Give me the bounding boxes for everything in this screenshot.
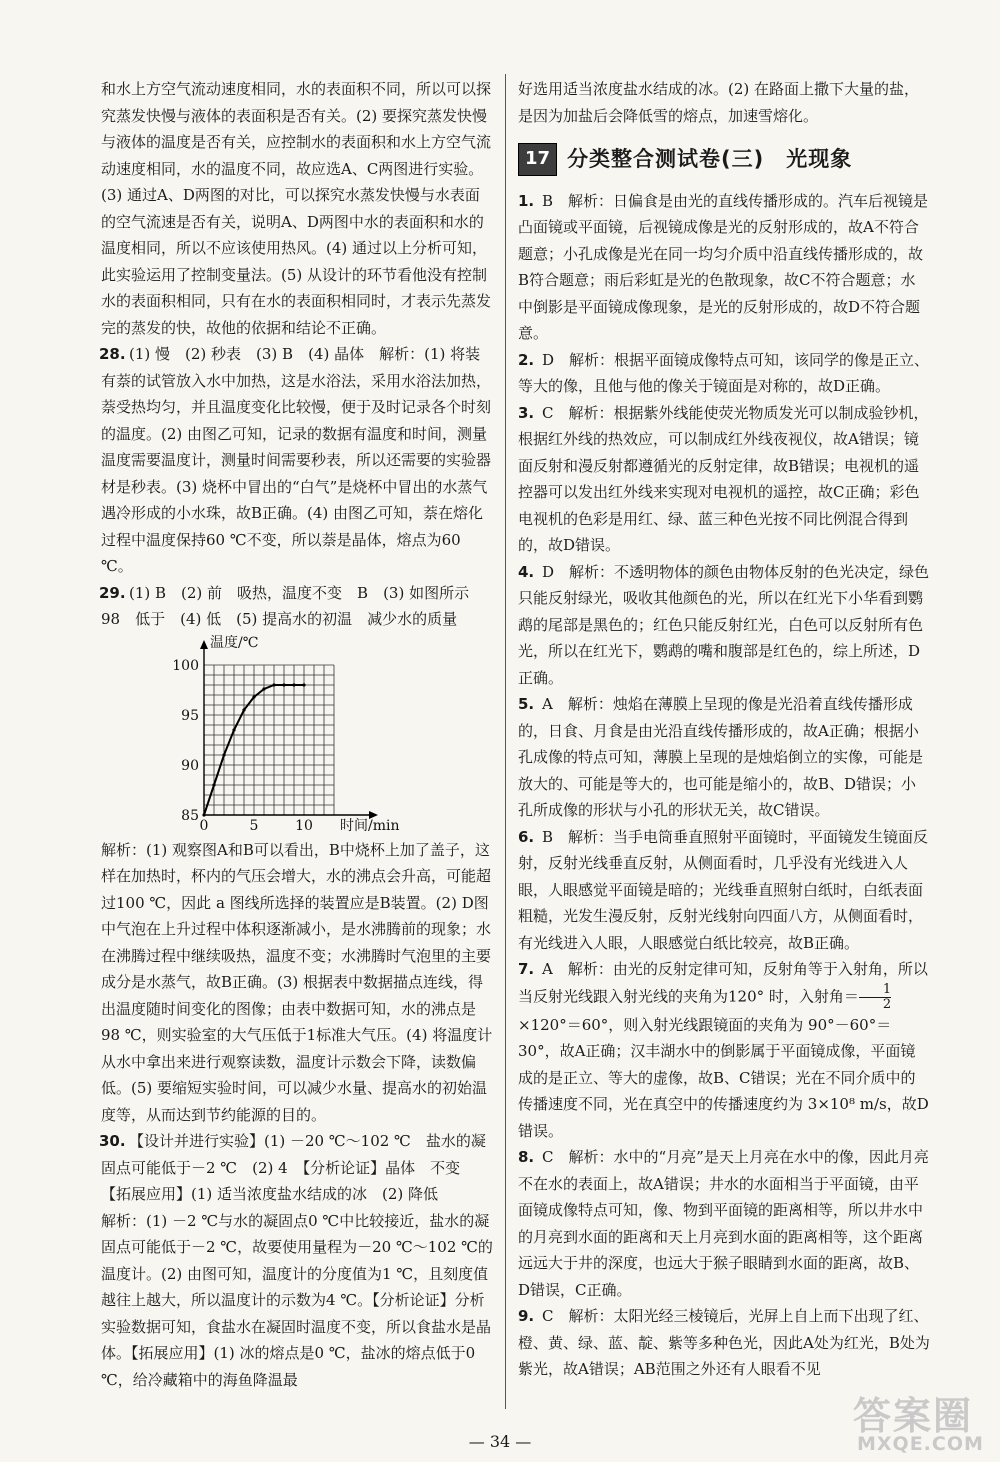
x-tick-label: 0 [199,817,209,834]
section-number-badge: 17 [518,143,557,176]
answer-item-1 [518,188,930,347]
answer-item-4 [518,559,930,692]
chart-svg [101,635,493,835]
y-tick-label: 100 [172,657,199,674]
data-point [262,687,265,690]
right-intro-paragraph: 好选用适当浓度盐水结成的冰。(2) 在路面上撒下大量的盐，是因为加盐后会降低雪的熔点，加速雪熔化。 [518,80,920,125]
fraction-denominator: 2 [859,997,891,1012]
item-text: B 解析：当手电筒垂直照射平面镜时，平面镜发生镜面反射，反射光线垂直反射，从侧面看时，几乎没有光线进入人眼，人眼感觉平面镜是暗的；光线垂直照射白纸时，白纸表面粗糙，光发生漫反射，反射光线射向四面八方，从侧面看时，有光线进入人眼，人眼感觉白纸比较亮，故B正确。 [518,827,929,952]
column-separator [505,74,506,1409]
y-tick-label: 90 [181,757,199,774]
data-point [302,683,305,686]
answer-item-9 [518,1303,930,1383]
data-point [272,683,275,686]
right-column [518,76,930,1383]
q29-analysis-paragraph: 解析：(1) 观察图A和B可以看出，B中烧杯上加了盖子，这样在加热时，杯内的气压会增大，水的沸点会升高，可能超过100 ℃，因此 a 图线所选择的装置应是B装置。(2) D图中气泡在上升过程中体积逐渐减小，是水沸腾前的现象；水在沸腾过程中继续吸热，温度不变；水沸腾时气泡里的主要成分是水蒸气，故B正确。(3) 根据表中数据描点连线，得出温度随时间变化的图像；由表中数据可知，水的沸点是98 ℃，则实验室的大气压低于1标准大气压。(4) 将温度计从水中拿出来进行观察读数，温度计示数会下降，读数偏低。(5) 要缩短实验时间，可以减少水量、提高水的初始温度等，从而达到节约能源的目的。 [101,840,493,1124]
item-text-part-a: A 解析：由光的反射定律可知，反射角等于入射角，所以当反射光线跟入射光线的夹角为120° 时，入射角＝ [518,960,928,1005]
y-axis-arrow [200,640,208,649]
section-title: 分类整合测试卷(三) 光现象 [567,147,853,171]
item-number: 9. [518,1307,535,1325]
answer-item-29 [101,580,493,633]
item-text: 【设计并进行实验】(1) －20 ℃～102 ℃ 盐水的凝固点可能低于－2 ℃ (2) 4 【分析论证】晶体 不变 【拓展应用】(1) 适当浓度盐水结成的冰 (2) 降低 [101,1132,486,1203]
answer-item-6 [518,824,930,957]
data-point [202,813,205,816]
item-text: A 解析：烛焰在薄膜上呈现的像是光沿着直线传播形成的，日食、月食是由光沿直线传播形成的，故A正确；根据小孔成像的特点可知，薄膜上呈现的是烛焰倒立的实像，可能是放大的、可能是等大的，也可能是缩小的，故B、D错误；小孔所成像的形状与小孔的形状无关，故C错误。 [518,695,924,819]
data-point [212,783,215,786]
data-point [282,683,285,686]
item-text: D 解析：不透明物体的颜色由物体反射的色光决定，绿色只能反射绿光，吸收其他颜色的光，所以在红光下小华看到鹦鹉的尾部是黑色的；红色只能反射红光，白色可以反射所有色光，所以在红光下，鹦鹉的嘴和腹部是红色的，综上所述，D正确。 [518,562,930,687]
answer-item-2 [518,347,930,400]
item-number: 2. [518,350,535,369]
watermark-url: MXQE.COM [857,1433,984,1455]
fraction-numerator: 1 [882,981,892,997]
q30-analysis-paragraph: 解析：(1) －2 ℃与水的凝固点0 ℃中比较接近，盐水的凝固点可能低于－2 ℃，故要使用量程为－20 ℃～102 ℃的温度计。(2) 由图可知，温度计的分度值为1 ℃，且刻度值越往上越大，所以温度计的示数为4 ℃。【分析论证】分析实验数据可知，食盐水在凝固时温度不变，所以食盐水是晶体。【拓展应用】(1) 冰的熔点是0 ℃，盐冰的熔点低于0 ℃，给冷藏箱中的海鱼降温最 [101,1211,493,1389]
data-point [292,683,295,686]
data-point [232,728,235,731]
item-text: (1) 慢 (2) 秒表 (3) B (4) 晶体 解析：(1) 将装有萘的试管放入水中加热，这是水浴法，采用水浴法加热，萘受热均匀，并且温度变化比较慢，便于及时记录各个时刻的温度。(2) 由图乙可知，记录的数据有温度和时间，测量温度需要温度计，测量时间需要秒表，所以还需要的实验器材是秒表。(3) 烧杯中冒出的“白气”是烧杯中冒出的水蒸气遇冷形成的小水珠，故B正确。(4) 由图乙可知，萘在熔化过程中温度保持60 ℃不变，所以萘是晶体，熔点为60 ℃。 [101,345,492,575]
watermark-logo [845,1385,995,1460]
y-tick-label: 85 [181,807,199,824]
fraction-one-half [859,983,891,1012]
item-text: C 解析：根据紫外线能使荧光物质发光可以制成验钞机，根据红外线的热效应，可以制成红外线夜视仪，故A错误；镜面反射和漫反射都遵循光的反射定律，故B错误；电视机的遥控器可以发出红外线来实现对电视机的遥控，故C正确；彩色电视机的色彩是用红、绿、蓝三种色光按不同比例混合得到的，故D错误。 [518,403,929,554]
item-number: 7. [518,960,535,978]
page-number: — 34 — [468,1432,532,1451]
item-number: 4. [518,562,535,581]
item-text: (1) B (2) 前 吸热，温度不变 B (3) 如图所示 98 低于 (4) 低 (5) 提高水的初温 减少水的质量 [101,583,485,628]
x-axis-label: 时间/min [340,817,400,834]
answer-item-7 [518,956,930,1144]
left-intro-paragraph: 和水上方空气流动速度相同，水的表面积不同，所以可以探究蒸发快慢与液体的表面积是否有关。(2) 要探究蒸发快慢与液体的温度是否有关，应控制水的表面积和水上方空气流动速度相同，水的温度不同，故应选A、C两图进行实验。(3) 通过A、D两图的对比，可以探究水蒸发快慢与水表面的空气流速是否有关，说明A、D两图中水的表面积和水的温度相同，所以不应该使用热风。(4) 通过以上分析可知，此实验运用了控制变量法。(5) 从设计的环节看他没有控制水的表面积相同，只有在水的表面积相同时，才表示先蒸发完的蒸发的快，故他的依据和结论不正确。 [101,80,492,337]
item-text [518,956,930,1144]
y-tick-label: 95 [181,707,199,724]
item-number: 3. [518,403,535,422]
answer-item-5 [518,691,930,824]
item-number: 29. [99,583,126,602]
section-heading [518,143,930,176]
item-number: 6. [518,827,535,846]
x-tick-label: 5 [249,817,259,834]
y-axis-label: 温度/℃ [210,634,259,651]
data-point [242,708,245,711]
x-tick-label: 10 [295,817,313,834]
item-number: 1. [518,191,535,210]
item-text: B 解析：日偏食是由光的直线传播形成的。汽车后视镜是凸面镜或平面镜，后视镜成像是光的反射形成的，故A不符合题意；小孔成像是光在同一均匀介质中沿直线传播形成的，故B符合题意；雨后彩虹是光的色散现象，故C不符合题意；水中倒影是平面镜成像现象，是光的反射形成的，故D不符合题意。 [518,191,929,342]
item-number: 5. [518,695,535,713]
data-point [222,753,225,756]
item-number: 8. [518,1148,535,1166]
answer-item-3 [518,400,930,559]
item-text: D 解析：根据平面镜成像特点可知，该同学的像是正立、等大的像，且他与他的像关于镜面是对称的，故D正确。 [518,350,930,395]
item-number: 30. [99,1132,126,1150]
item-text: C 解析：水中的“月亮”是天上月亮在水中的像，因此月亮不在水的表面上，故A错误；井水的水面相当于平面镜，由平面镜成像特点可知，像、物到平面镜的距离相等，所以井水中的月亮到水面的距离和天上月亮到水面的距离相等，这个距离远远大于井的深度，也远大于猴子眼睛到水面的距离，故B、D错误，C正确。 [518,1148,929,1299]
boiling-temperature-chart [101,635,493,835]
item-text-part-b: ×120°＝60°，则入射光线跟镜面的夹角为 90°－60°＝30°，故A正确；汉丰湖水中的倒影属于平面镜成像，平面镜成的是正立、等大的虚像，故B、C错误；光在不同介质中的传播速度不同，光在真空中的传播速度约为 3×10⁸ m/s，故D错误。 [518,1015,929,1140]
item-text: C 解析：太阳光经三棱镜后，光屏上自上而下出现了红、橙、黄、绿、蓝、靛、紫等多种色光，因此A处为红光，B处为紫光，故A错误；AB范围之外还有人眼看不见 [518,1307,930,1378]
left-column [101,76,493,1393]
answer-item-8 [518,1144,930,1303]
answer-item-28 [101,341,493,580]
answer-item-30 [101,1128,493,1208]
data-point [252,695,255,698]
watermark-text: 答案圈 [853,1394,974,1438]
item-number: 28. [99,345,126,363]
